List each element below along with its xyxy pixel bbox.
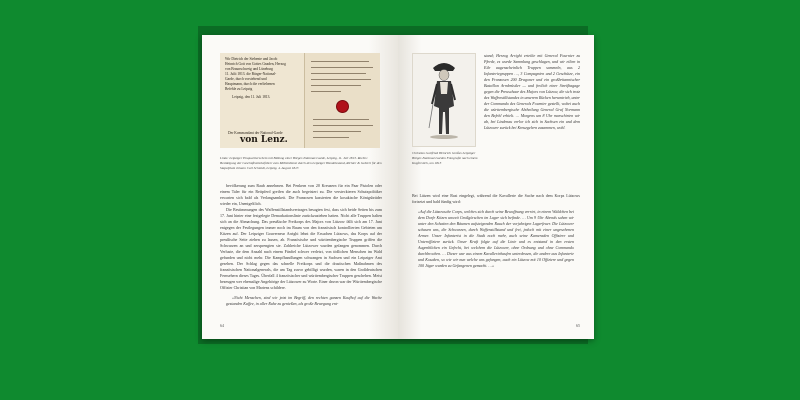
open-book bbox=[202, 35, 594, 339]
doc-line: 11. Julii 1813. die Bürger-National- bbox=[225, 72, 277, 76]
body-text bbox=[220, 183, 382, 307]
doc-line: Wir Dietrich der Siebente und Jacob bbox=[225, 57, 278, 61]
historical-document-image bbox=[220, 53, 380, 148]
page-number: 64 bbox=[220, 323, 224, 328]
body-text bbox=[412, 193, 580, 269]
doc-line: von Braunschweig und Lüneburg bbox=[225, 67, 273, 71]
quotation: »Auf die Lützowsche Corps, welches sich durch seine Bewaffnung verriet, in einem Wäldchen bei dem Dorfe Kitzen unweit Großgörschen im Lager sich befinde. … Um 9 Uhr Abends sahen wir unter den Schatten den Bäumen aufsteigenden Rauch der vorjahrigen Lagerfeuer. Die Lützower schauen uns, die Schwarzen, durch Waffenstillstand und frei, jedoch mit einer ungesehenen Armee. Unser Infanterist in die Stadt noch mehr, auch seine Kameraden Offiziere und Unteroffiziere zurück. Unser Kraft folgte auf die Linie und es entstand in den ersten Augenblicken ein Gefecht, bei welchem die Lützower, ohne Ordnung und ohne Commando durchbrochen. … Dieser war aus einem Kavalleriehaufen unterdessen, die andere aus Infanterie und Kosaken, so wie wir nun welche uns gefangen, auch ein Lützow mit 10 Offiziere und gegen 100 Jäger wurden zu Gefangenen gemacht. …« bbox=[418, 209, 574, 268]
left-page bbox=[202, 35, 398, 339]
doc-signature-caption: Der Kommandant der National-Garde bbox=[228, 131, 283, 135]
doc-line: Befehle zu Leipzig bbox=[225, 87, 253, 91]
page-number: 65 bbox=[576, 323, 580, 328]
wax-seal-icon bbox=[337, 101, 348, 112]
portrait-caption: Christian Gottfried Heinrich Großes Leipziger Bürger-National-Garden Fotografie nach einem Kupferstich, um 1813 bbox=[412, 151, 478, 165]
paragraph: bevölkerung zum Raub annehmen. Bei Penkern von 20 Kreuzern für ein Paar Pistolen oder einem Taler für ein Reitpferd greifen die auch begeistert zu. Die versteckteren Schutzpolitiker erwarten sich bald als Verlangsamkeit. Die Franzosen kassierten die kosakische Königsbrüder wieder ein, Unentgeltlich. bbox=[220, 183, 382, 206]
image-caption: Links: Leipziger Einquartierschein mit Bildung einer Bürger-National-Garde, Leipzig, 11. Juli 1813. Rechts: Bestätigung der Geschäftsstücksführer zum Militärdienst durch den Leipziger Handelsstand, Richter & Gehlert für den Stapelplatz Johann Carl Schmidt, Leipzig, 4. August 1813 bbox=[220, 156, 382, 170]
doc-line: Garde, durch vorstehend und bbox=[225, 77, 267, 81]
doc-line: Hauptmann, durch die verliehenen bbox=[225, 82, 275, 86]
doc-date-line: Leipzig, den 11. Juli 1813. bbox=[232, 95, 271, 99]
paragraph: Die Bestimmungen des Waffenstillstandsvertrages besagten fest, dass sich beide Seiten bis zum 17. Juni hinter eine festgelegte Demarkationslinie zurückzuziehen hatten. Nicht alle Truppen halten sich an die Abmachung. Das preußische Freikorps des Majors von Lützow fällt sich am 17. Juni entgegen der Festlegungen immer noch im Raum von den französisch kontrollierten Gebieten um Kitzen auf. Der Leipziger Gouverneur Arrighi lehnt die Ersuchen Lützows, das Korps auf der preußische Seite ziehen zu lassen, ab. Französische und württembergische Truppen griffen die Schwarzen an und zersprengten sie. Zahlreiche Lützower wurden gefangen genommen. Durch Verluste, die dem Anzahl nach einem Fünftel schwer verletzt, von tödlichen Menschen im Wald gefunden und nicht mehr. Die Kampfhandlungen schwangen in Sachsen und ein Leipziger Amt gesehen. Der Schlag gegen das schnelle Freikorps und die drastischen Maßnahmen des französischen Nationalgenerals, die am Tag zuvor gebilligt wurden, waren in den Großdeutschen Fernsehern dieses Tages. Überfall 4 französischer und württembergischer Truppen geschehen. Meist bezeugen wer ehemalige Angehörige der Lützower zu Worte. Einer davon war der Württembergische Offizier Christian von Martens schildere. bbox=[220, 207, 382, 290]
column-text: stand; Herzog Arrighi erteilte mit General Fournier zu Pferde, es wurde Sammlung geschlagen, und wir eilten in Eile augenscheinlich Truppen sammeln, aus 2 Infanteriegruppen …, 3 Compagnien und 2 Geschütze, ein den Franzosen 200 Dragoner und ein großbritannischer Bataillon Armbrüstler — und freilich einer Streifbagage gegen die Preuschaar des Majors von Lützow, die sich trotz des Waffenstillstandes in unserem Rücken herumtrieb, unter der Commando des Generals Fournier gestellt, wobei auch die württembergische Abtheilung General Graf Normann den Befehl erhielt. … Morgens um 8 Uhr marschirten wir ab, bei Lindenau verlor ich sich in Sachsen ein und dem Lützower zurück bei Kreuzgelern zusammen, wohl. bbox=[484, 53, 580, 130]
doc-signature: von Lenz. bbox=[240, 135, 288, 145]
quotation: »Nicht Menschen, sind wir jetzt im Begriff, den rechten ganzen Kaufhof auf die Wache gestanden Kaffee, in aller Ruhe zu genießen, als große Bewegung ent- bbox=[226, 295, 382, 306]
printed-notice bbox=[220, 53, 305, 148]
paragraph: Bei Lützen wird eine Rast eingelegt, während die Kavallerie die Suche nach dem Korps Lützows fortsetzt und bald fündig wird: bbox=[412, 193, 580, 204]
portrait-engraving bbox=[412, 53, 476, 147]
officer-figure-icon bbox=[413, 54, 475, 146]
doc-line: Heinrich Gott von Gottes Gnaden, Herzog bbox=[225, 62, 286, 66]
right-page bbox=[398, 35, 594, 339]
